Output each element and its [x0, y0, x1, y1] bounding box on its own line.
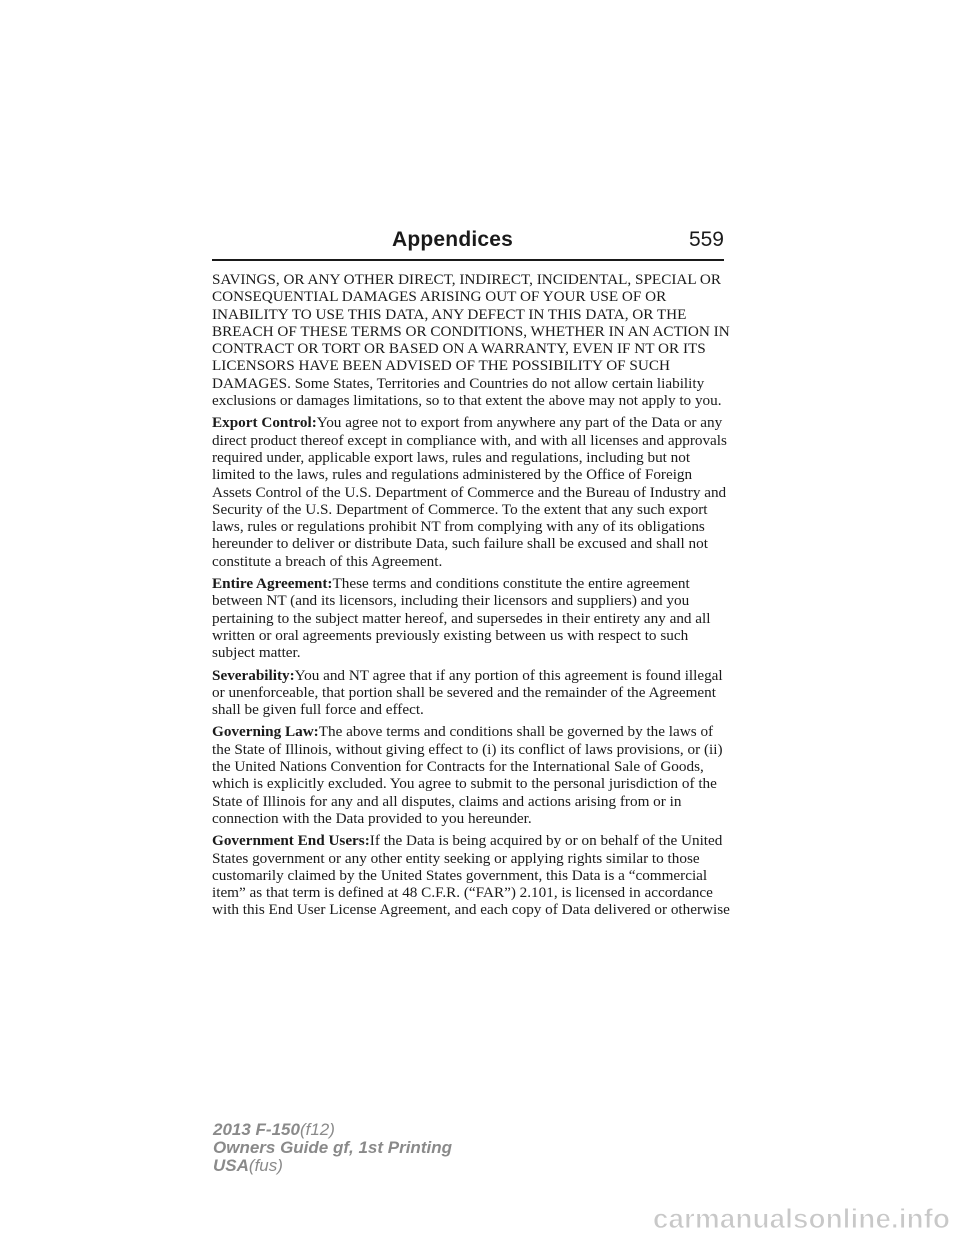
footer-model: 2013 F-150: [213, 1120, 300, 1139]
entire-agreement-paragraph: [212, 575, 732, 661]
footer-market-line: [213, 1157, 452, 1175]
watermark-logo: [534, 1198, 954, 1236]
severability-paragraph: [212, 667, 732, 719]
section-title: Appendices: [392, 228, 514, 251]
governing-law-paragraph: [212, 723, 732, 827]
government-end-users-paragraph: [212, 832, 732, 918]
svg-text:carmanualsonline.info: carmanualsonline.info: [652, 1203, 950, 1234]
export-control-paragraph: [212, 414, 732, 570]
section-text: If the Data is being acquired by or on behalf of the United States government or any other entity seeking or applying rights similar to those customarily claimed by the United States government, this Data is a “commercial item” as that term is defined at 48 C.F.R. (“FAR”) 2.101, is licensed in accordance with this End User License Agreement, and each copy of Data delivered or otherwise: [212, 832, 730, 919]
section-term: Entire Agreement:: [212, 575, 333, 593]
header-rule: [212, 259, 724, 261]
footer-model-code: (f12): [299, 1120, 335, 1139]
section-term: Export Control:: [212, 414, 317, 432]
page-header: [212, 226, 724, 262]
section-term: Severability:: [212, 666, 295, 684]
footer-model-line: [213, 1121, 452, 1139]
print-footer: [213, 1121, 452, 1175]
section-text: These terms and conditions constitute the entire agreement between NT (and its licensors, including their licensors and suppliers) and you pertaining to the subject matter hereof, and supersedes in their entirety any and all written or oral agreements previously existing between us with respect to such subject matter.: [212, 575, 711, 662]
section-text: You agree not to export from anywhere any part of the Data or any direct product thereof except in compliance with, and with all licenses and approvals required under, applicable export laws, rules and regulations, including but not limited to the laws, rules and regulations administered by the Office of Foreign Assets Control of the U.S. Department of Commerce and the Bureau of Industry and Security of the U.S. Department of Commerce. To the extent that any such export laws, rules or regulations prohibit NT from complying with any of its obligations hereunder to deliver or distribute Data, such failure shall be excused and shall not constitute a breach of this Agreement.: [212, 414, 727, 570]
footer-market-code: (fus): [248, 1156, 283, 1175]
section-term: Government End Users:: [212, 832, 370, 850]
footer-guide-line: Owners Guide gf, 1st Printing: [213, 1138, 452, 1157]
footer-market: USA: [213, 1156, 249, 1175]
document-body: [212, 271, 732, 924]
section-text: The above terms and conditions shall be governed by the laws of the State of Illinois, without giving effect to (i) its conflict of laws provisions, or (ii) the United Nations Convention for Contracts for the International Sale of Goods, which is explicitly excluded. You agree to submit to the personal jurisdiction of the State of Illinois for any and all disputes, claims and actions arising from or in connection with the Data provided to you hereunder.: [212, 723, 723, 827]
page-number: 559: [688, 228, 724, 251]
section-term: Governing Law:: [212, 723, 319, 741]
section-text: You and NT agree that if any portion of this agreement is found illegal or unenforceable, that portion shall be severed and the remainder of the Agreement shall be given full force and effect.: [212, 666, 723, 719]
intro-paragraph: SAVINGS, OR ANY OTHER DIRECT, INDIRECT, INCIDENTAL, SPECIAL OR CONSEQUENTIAL DAMAGES ARISING OUT OF YOUR USE OF OR INABILITY TO USE THIS DATA, ANY DEFECT IN THIS DATA, OR THE BREACH OF THESE TERMS OR CONDITIONS, WHETHER IN AN ACTION IN CONTRACT OR TORT OR BASED ON A WARRANTY, EVEN IF NT OR ITS LICENSORS HAVE BEEN ADVISED OF THE POSSIBILITY OF SUCH DAMAGES. Some States, Territories and Countries do not allow certain liability exclusions or damages limitations, so to that extent the above may not apply to you.: [212, 271, 730, 410]
